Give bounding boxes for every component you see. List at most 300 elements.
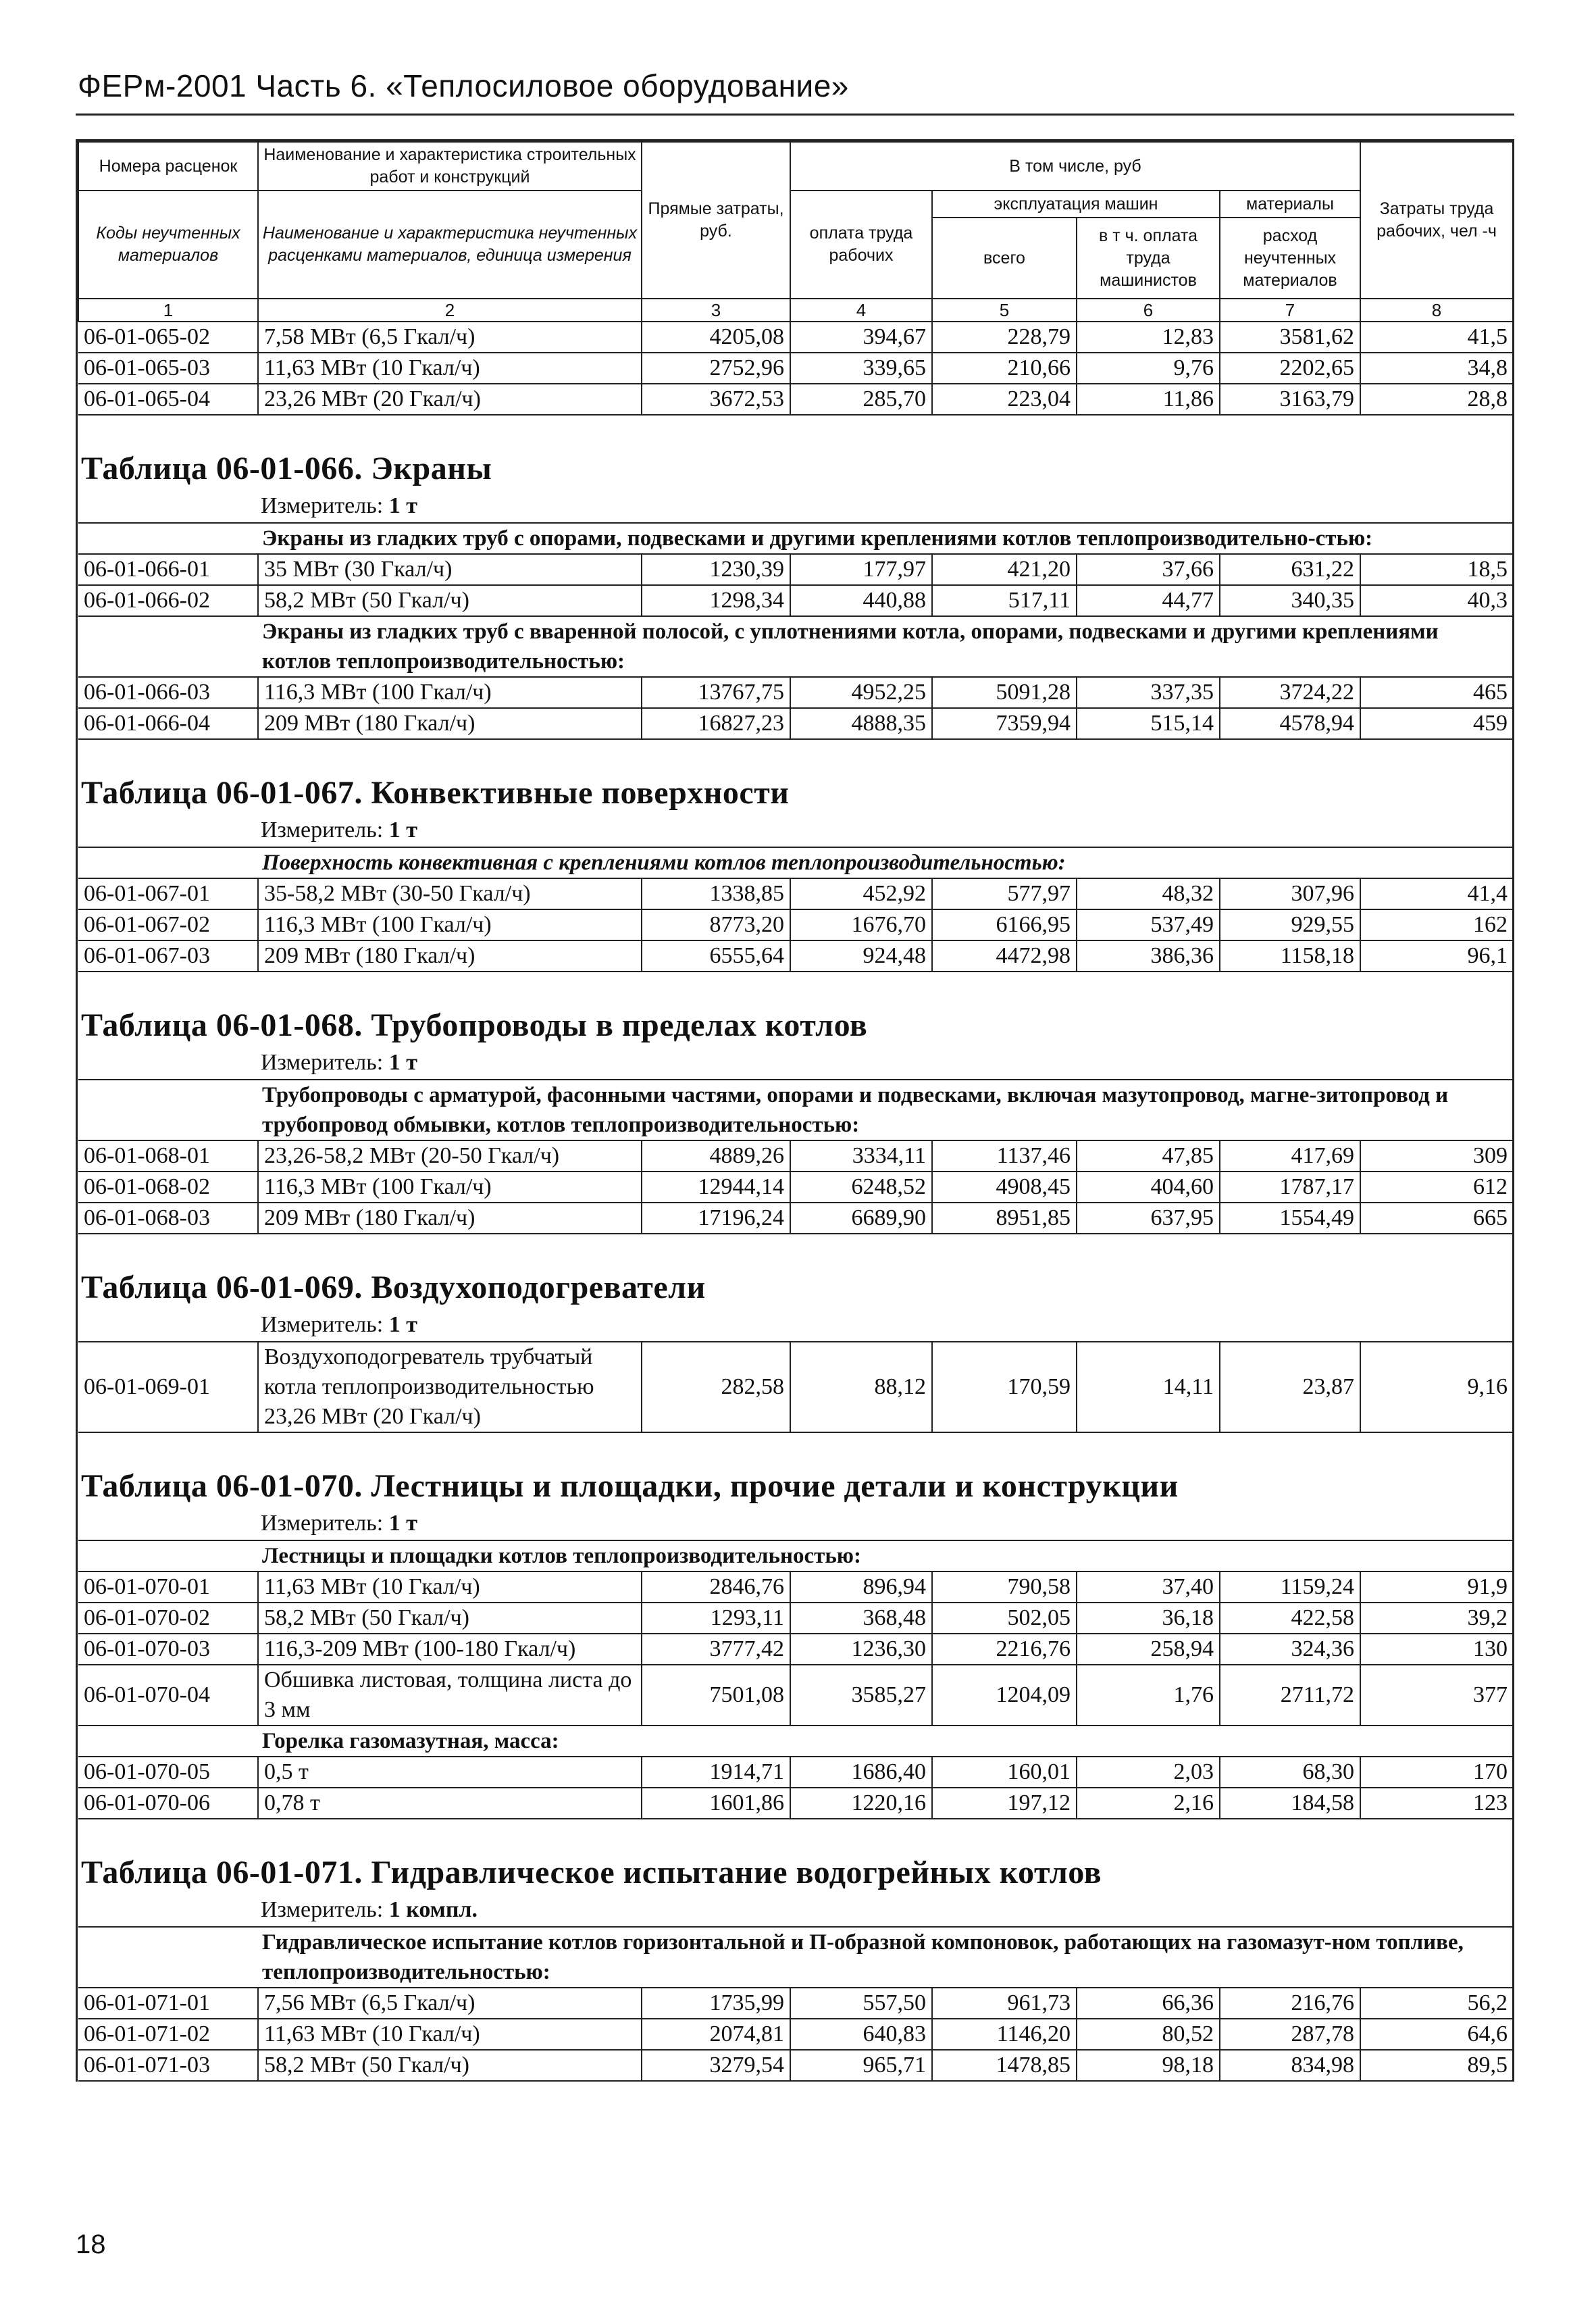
rate-value: 4578,94 xyxy=(1220,708,1360,739)
rate-code: 06-01-068-03 xyxy=(78,1203,258,1234)
section-indent xyxy=(78,847,258,878)
rate-value: 394,67 xyxy=(790,322,932,353)
rate-value: 3777,42 xyxy=(642,1634,790,1665)
rate-value: 1478,85 xyxy=(932,2050,1077,2081)
section-row xyxy=(78,847,1513,878)
rate-value: 16827,23 xyxy=(642,708,790,739)
rate-name: 116,3-209 МВт (100-180 Гкал/ч) xyxy=(258,1634,642,1665)
rate-value: 1159,24 xyxy=(1220,1571,1360,1603)
rate-value: 1,76 xyxy=(1077,1665,1220,1726)
rate-value: 1338,85 xyxy=(642,878,790,909)
rate-value: 631,22 xyxy=(1220,554,1360,585)
table-spacer xyxy=(78,739,1513,764)
rate-value: 17196,24 xyxy=(642,1203,790,1234)
spacer-cell xyxy=(78,972,1513,997)
section-row xyxy=(78,616,1513,677)
spacer-cell xyxy=(78,1234,1513,1259)
rate-code: 06-01-070-04 xyxy=(78,1665,258,1726)
section-heading: Экраны из гладких труб с вваренной полосой, с уплотнениями котла, опорами, подвесками и другими креплениями котлов теплопроизводительностью: xyxy=(258,616,1513,677)
rate-code: 06-01-067-01 xyxy=(78,878,258,909)
rate-value: 96,1 xyxy=(1360,940,1513,972)
unit-label: Измеритель: xyxy=(261,1050,384,1075)
rate-name: 35-58,2 МВт (30-50 Гкал/ч) xyxy=(258,878,642,909)
section-heading: Экраны из гладких труб с опорами, подвесками и другими креплениями котлов теплопроизводительно-стью: xyxy=(258,523,1513,554)
rate-value: 8951,85 xyxy=(932,1203,1077,1234)
rate-name: 116,3 МВт (100 Гкал/ч) xyxy=(258,677,642,708)
rate-name: 11,63 МВт (10 Гкал/ч) xyxy=(258,1571,642,1603)
rate-name: 0,5 т xyxy=(258,1757,642,1788)
rate-value: 37,66 xyxy=(1077,554,1220,585)
rate-value: 12944,14 xyxy=(642,1172,790,1203)
rate-code: 06-01-071-02 xyxy=(78,2019,258,2050)
rate-value: 2216,76 xyxy=(932,1634,1077,1665)
rate-value: 340,35 xyxy=(1220,585,1360,616)
header-materials: материалы xyxy=(1220,191,1360,218)
table-title: Таблица 06-01-066. Экраны xyxy=(81,451,492,486)
section-indent xyxy=(78,523,258,554)
rates-table xyxy=(78,141,1514,2082)
table-row xyxy=(78,1203,1513,1234)
table-title-row xyxy=(78,1844,1513,1891)
rate-value: 2,03 xyxy=(1077,1757,1220,1788)
rate-value: 287,78 xyxy=(1220,2019,1360,2050)
rate-value: 98,18 xyxy=(1077,2050,1220,2081)
rate-value: 23,87 xyxy=(1220,1342,1360,1432)
running-header: ФЕРм-2001 Часть 6. «Теплосиловое оборудование» xyxy=(78,68,849,103)
rate-code: 06-01-067-02 xyxy=(78,909,258,940)
rate-value: 6689,90 xyxy=(790,1203,932,1234)
rate-name: Воздухоподогреватель трубчатый котла теплопроизводительностью 23,26 МВт (20 Гкал/ч) xyxy=(258,1342,642,1432)
table-title-row xyxy=(78,1259,1513,1306)
rate-value: 89,5 xyxy=(1360,2050,1513,2081)
unit-value: 1 т xyxy=(388,1312,417,1337)
rate-value: 48,32 xyxy=(1077,878,1220,909)
table-row xyxy=(78,2019,1513,2050)
rate-value: 6166,95 xyxy=(932,909,1077,940)
rate-value: 517,11 xyxy=(932,585,1077,616)
header-codes-top: Номера расценок xyxy=(78,142,258,191)
unit-value: 1 т xyxy=(388,1050,417,1075)
rate-value: 1137,46 xyxy=(932,1140,1077,1172)
rate-value: 965,71 xyxy=(790,2050,932,2081)
rate-value: 637,95 xyxy=(1077,1203,1220,1234)
rate-value: 515,14 xyxy=(1077,708,1220,739)
rate-value: 452,92 xyxy=(790,878,932,909)
rate-code: 06-01-066-02 xyxy=(78,585,258,616)
rate-code: 06-01-070-02 xyxy=(78,1603,258,1634)
rate-value: 1236,30 xyxy=(790,1634,932,1665)
unit-indent xyxy=(78,1306,258,1342)
unit-cell xyxy=(258,811,1513,847)
rate-value: 961,73 xyxy=(932,1988,1077,2019)
table-row xyxy=(78,322,1513,353)
rate-value: 197,12 xyxy=(932,1788,1077,1819)
unit-value: 1 т xyxy=(388,493,417,518)
rate-value: 68,30 xyxy=(1220,1757,1360,1788)
header-labor-cost: Затраты труда рабочих, чел -ч xyxy=(1360,142,1513,299)
rate-value: 1204,09 xyxy=(932,1665,1077,1726)
rate-value: 4888,35 xyxy=(790,708,932,739)
rate-value: 1554,49 xyxy=(1220,1203,1360,1234)
table-title-row xyxy=(78,440,1513,487)
header-name-top: Наименование и характеристика строительных работ и конструкций xyxy=(258,142,642,191)
rate-value: 6555,64 xyxy=(642,940,790,972)
rate-value: 91,9 xyxy=(1360,1571,1513,1603)
rate-code: 06-01-069-01 xyxy=(78,1342,258,1432)
rate-code: 06-01-066-04 xyxy=(78,708,258,739)
rate-value: 368,48 xyxy=(790,1603,932,1634)
rate-value: 88,12 xyxy=(790,1342,932,1432)
rate-value: 1158,18 xyxy=(1220,940,1360,972)
unit-indent xyxy=(78,1044,258,1080)
unit-row xyxy=(78,1044,1513,1080)
table-spacer xyxy=(78,415,1513,440)
column-number: 5 xyxy=(932,299,1077,322)
rate-value: 1293,11 xyxy=(642,1603,790,1634)
rate-name: 209 МВт (180 Гкал/ч) xyxy=(258,708,642,739)
header-machinist-pay: в т ч. оплата труда машинистов xyxy=(1077,218,1220,299)
section-row xyxy=(78,1080,1513,1140)
rate-value: 577,97 xyxy=(932,878,1077,909)
rate-value: 3585,27 xyxy=(790,1665,932,1726)
rate-name: 116,3 МВт (100 Гкал/ч) xyxy=(258,909,642,940)
rate-value: 6248,52 xyxy=(790,1172,932,1203)
rate-value: 3672,53 xyxy=(642,384,790,415)
rate-name: 209 МВт (180 Гкал/ч) xyxy=(258,1203,642,1234)
unit-label: Измеритель: xyxy=(261,1897,384,1922)
rate-value: 282,58 xyxy=(642,1342,790,1432)
section-indent xyxy=(78,1927,258,1988)
rate-code: 06-01-070-01 xyxy=(78,1571,258,1603)
rate-value: 557,50 xyxy=(790,1988,932,2019)
table-row xyxy=(78,554,1513,585)
section-row xyxy=(78,1726,1513,1757)
rate-value: 307,96 xyxy=(1220,878,1360,909)
table-row xyxy=(78,708,1513,739)
unit-indent xyxy=(78,811,258,847)
rate-value: 1220,16 xyxy=(790,1788,932,1819)
rate-value: 210,66 xyxy=(932,353,1077,384)
rate-value: 417,69 xyxy=(1220,1140,1360,1172)
header-machines: эксплуатация машин xyxy=(932,191,1220,218)
table-title-row xyxy=(78,997,1513,1044)
rate-value: 1787,17 xyxy=(1220,1172,1360,1203)
rate-value: 440,88 xyxy=(790,585,932,616)
rate-value: 184,58 xyxy=(1220,1788,1360,1819)
unit-cell xyxy=(258,1891,1513,1927)
rate-value: 66,36 xyxy=(1077,1988,1220,2019)
rate-value: 28,8 xyxy=(1360,384,1513,415)
unit-cell xyxy=(258,1505,1513,1540)
unit-indent xyxy=(78,487,258,523)
column-number: 7 xyxy=(1220,299,1360,322)
table-row xyxy=(78,1571,1513,1603)
rate-value: 929,55 xyxy=(1220,909,1360,940)
header-labor-pay: оплата труда рабочих xyxy=(790,191,932,299)
rate-value: 339,65 xyxy=(790,353,932,384)
column-number: 2 xyxy=(258,299,642,322)
rate-value: 1735,99 xyxy=(642,1988,790,2019)
rate-value: 2202,65 xyxy=(1220,353,1360,384)
rate-value: 422,58 xyxy=(1220,1603,1360,1634)
unit-cell xyxy=(258,487,1513,523)
section-indent xyxy=(78,1540,258,1571)
rate-value: 7501,08 xyxy=(642,1665,790,1726)
rate-value: 3279,54 xyxy=(642,2050,790,2081)
rate-value: 377 xyxy=(1360,1665,1513,1726)
unit-value: 1 т xyxy=(388,818,417,842)
table-title: Таблица 06-01-069. Воздухоподогреватели xyxy=(81,1269,706,1305)
table-row xyxy=(78,1988,1513,2019)
rate-name: 7,58 МВт (6,5 Гкал/ч) xyxy=(258,322,642,353)
table-row xyxy=(78,353,1513,384)
rate-value: 2846,76 xyxy=(642,1571,790,1603)
rate-value: 386,36 xyxy=(1077,940,1220,972)
rate-value: 2,16 xyxy=(1077,1788,1220,1819)
table-spacer xyxy=(78,972,1513,997)
rate-value: 40,3 xyxy=(1360,585,1513,616)
rate-value: 170,59 xyxy=(932,1342,1077,1432)
rate-value: 4952,25 xyxy=(790,677,932,708)
price-table xyxy=(76,139,1514,2082)
rate-value: 8773,20 xyxy=(642,909,790,940)
table-row xyxy=(78,1665,1513,1726)
header-name-bottom: Наименование и характеристика неучтенных расценками материалов, единица измерения xyxy=(258,191,642,299)
section-heading: Горелка газомазутная, масса: xyxy=(258,1726,1513,1757)
column-number: 1 xyxy=(78,299,258,322)
rate-value: 34,8 xyxy=(1360,353,1513,384)
rate-name: 209 МВт (180 Гкал/ч) xyxy=(258,940,642,972)
table-title: Таблица 06-01-070. Лестницы и площадки, прочие детали и конструкции xyxy=(81,1468,1179,1504)
unit-indent xyxy=(78,1505,258,1540)
rate-name: 11,63 МВт (10 Гкал/ч) xyxy=(258,353,642,384)
spacer-cell xyxy=(78,1432,1513,1457)
rate-value: 4472,98 xyxy=(932,940,1077,972)
spacer-cell xyxy=(78,415,1513,440)
unit-label: Измеритель: xyxy=(261,493,384,518)
rate-code: 06-01-065-02 xyxy=(78,322,258,353)
unit-row xyxy=(78,1306,1513,1342)
rate-value: 258,94 xyxy=(1077,1634,1220,1665)
column-number: 6 xyxy=(1077,299,1220,322)
rate-value: 216,76 xyxy=(1220,1988,1360,2019)
table-row xyxy=(78,940,1513,972)
rate-value: 4908,45 xyxy=(932,1172,1077,1203)
header-codes-bottom: Коды неучтенных материалов xyxy=(78,191,258,299)
table-row xyxy=(78,677,1513,708)
table-title-row xyxy=(78,1457,1513,1505)
rate-name: Обшивка листовая, толщина листа до 3 мм xyxy=(258,1665,642,1726)
rate-value: 9,76 xyxy=(1077,353,1220,384)
rate-value: 1230,39 xyxy=(642,554,790,585)
unit-value: 1 компл. xyxy=(388,1897,478,1922)
rate-code: 06-01-066-01 xyxy=(78,554,258,585)
rate-name: 23,26 МВт (20 Гкал/ч) xyxy=(258,384,642,415)
rate-value: 3724,22 xyxy=(1220,677,1360,708)
unit-label: Измеритель: xyxy=(261,1511,384,1536)
rate-value: 223,04 xyxy=(932,384,1077,415)
rate-value: 404,60 xyxy=(1077,1172,1220,1203)
rate-value: 13767,75 xyxy=(642,677,790,708)
unit-label: Измеритель: xyxy=(261,1312,384,1337)
rate-value: 41,5 xyxy=(1360,322,1513,353)
unit-row xyxy=(78,811,1513,847)
section-heading: Поверхность конвективная с креплениями котлов теплопроизводительностью: xyxy=(258,847,1513,878)
rate-code: 06-01-068-02 xyxy=(78,1172,258,1203)
rate-value: 130 xyxy=(1360,1634,1513,1665)
rate-name: 35 МВт (30 Гкал/ч) xyxy=(258,554,642,585)
column-number: 8 xyxy=(1360,299,1513,322)
unit-indent xyxy=(78,1891,258,1927)
rate-code: 06-01-070-05 xyxy=(78,1757,258,1788)
rate-value: 123 xyxy=(1360,1788,1513,1819)
rate-value: 896,94 xyxy=(790,1571,932,1603)
rate-value: 7359,94 xyxy=(932,708,1077,739)
rate-value: 4889,26 xyxy=(642,1140,790,1172)
rate-value: 1146,20 xyxy=(932,2019,1077,2050)
rate-code: 06-01-066-03 xyxy=(78,677,258,708)
rate-code: 06-01-071-03 xyxy=(78,2050,258,2081)
table-row xyxy=(78,878,1513,909)
table-row xyxy=(78,1172,1513,1203)
rate-code: 06-01-067-03 xyxy=(78,940,258,972)
table-row xyxy=(78,1788,1513,1819)
rate-value: 1676,70 xyxy=(790,909,932,940)
rate-value: 56,2 xyxy=(1360,1988,1513,2019)
rate-value: 2711,72 xyxy=(1220,1665,1360,1726)
column-number: 3 xyxy=(642,299,790,322)
rate-value: 3334,11 xyxy=(790,1140,932,1172)
section-row xyxy=(78,1927,1513,1988)
table-title: Таблица 06-01-071. Гидравлическое испытание водогрейных котлов xyxy=(81,1855,1102,1890)
rate-value: 465 xyxy=(1360,677,1513,708)
unit-row xyxy=(78,487,1513,523)
rate-value: 11,86 xyxy=(1077,384,1220,415)
rate-value: 459 xyxy=(1360,708,1513,739)
rate-value: 9,16 xyxy=(1360,1342,1513,1432)
rate-value: 12,83 xyxy=(1077,322,1220,353)
header-total: всего xyxy=(932,218,1077,299)
rate-value: 309 xyxy=(1360,1140,1513,1172)
table-row xyxy=(78,1342,1513,1432)
section-indent xyxy=(78,1080,258,1140)
rate-value: 640,83 xyxy=(790,2019,932,2050)
header-including: В том числе, руб xyxy=(790,142,1360,191)
table-row xyxy=(78,1140,1513,1172)
rate-value: 228,79 xyxy=(932,322,1077,353)
table-row xyxy=(78,1757,1513,1788)
rate-value: 790,58 xyxy=(932,1571,1077,1603)
rate-code: 06-01-065-04 xyxy=(78,384,258,415)
rate-value: 337,35 xyxy=(1077,677,1220,708)
rate-value: 14,11 xyxy=(1077,1342,1220,1432)
table-row xyxy=(78,2050,1513,2081)
rate-value: 4205,08 xyxy=(642,322,790,353)
rate-name: 0,78 т xyxy=(258,1788,642,1819)
rate-value: 1298,34 xyxy=(642,585,790,616)
rate-value: 80,52 xyxy=(1077,2019,1220,2050)
rate-value: 39,2 xyxy=(1360,1603,1513,1634)
table-title: Таблица 06-01-067. Конвективные поверхности xyxy=(81,775,790,811)
rate-value: 612 xyxy=(1360,1172,1513,1203)
table-spacer xyxy=(78,1432,1513,1457)
rate-value: 162 xyxy=(1360,909,1513,940)
section-heading: Трубопроводы с арматурой, фасонными частями, опорами и подвесками, включая мазутопровод, магне-зитопровод и трубопровод обмывки, котлов теплопроизводительностью: xyxy=(258,1080,1513,1140)
header-direct-costs: Прямые затраты, руб. xyxy=(642,142,790,299)
rate-value: 3581,62 xyxy=(1220,322,1360,353)
rate-name: 23,26-58,2 МВт (20-50 Гкал/ч) xyxy=(258,1140,642,1172)
unit-cell xyxy=(258,1044,1513,1080)
rate-code: 06-01-070-03 xyxy=(78,1634,258,1665)
rate-value: 834,98 xyxy=(1220,2050,1360,2081)
section-heading: Гидравлическое испытание котлов горизонтальной и П-образной компоновок, работающих на газомазут-ном топливе, теплопроизводительностью: xyxy=(258,1927,1513,1988)
rate-value: 36,18 xyxy=(1077,1603,1220,1634)
rate-value: 37,40 xyxy=(1077,1571,1220,1603)
unit-cell xyxy=(258,1306,1513,1342)
spacer-cell xyxy=(78,1819,1513,1844)
column-number: 4 xyxy=(790,299,932,322)
rate-value: 170 xyxy=(1360,1757,1513,1788)
rate-name: 11,63 МВт (10 Гкал/ч) xyxy=(258,2019,642,2050)
header-unaccounted: расход неучтенных материалов xyxy=(1220,218,1360,299)
table-row xyxy=(78,909,1513,940)
table-row xyxy=(78,384,1513,415)
table-spacer xyxy=(78,1819,1513,1844)
table-title: Таблица 06-01-068. Трубопроводы в пределах котлов xyxy=(81,1007,868,1043)
section-row xyxy=(78,523,1513,554)
spacer-cell xyxy=(78,739,1513,764)
rate-value: 924,48 xyxy=(790,940,932,972)
rate-value: 3163,79 xyxy=(1220,384,1360,415)
table-row xyxy=(78,1603,1513,1634)
unit-label: Измеритель: xyxy=(261,818,384,842)
section-row xyxy=(78,1540,1513,1571)
rate-value: 324,36 xyxy=(1220,1634,1360,1665)
table-row xyxy=(78,1634,1513,1665)
table-title-row xyxy=(78,764,1513,811)
rate-value: 1601,86 xyxy=(642,1788,790,1819)
rate-code: 06-01-065-03 xyxy=(78,353,258,384)
rate-value: 537,49 xyxy=(1077,909,1220,940)
rate-value: 1686,40 xyxy=(790,1757,932,1788)
rate-name: 58,2 МВт (50 Гкал/ч) xyxy=(258,2050,642,2081)
rate-value: 160,01 xyxy=(932,1757,1077,1788)
rate-value: 665 xyxy=(1360,1203,1513,1234)
header-rule xyxy=(76,114,1514,116)
rate-value: 44,77 xyxy=(1077,585,1220,616)
rate-name: 7,56 МВт (6,5 Гкал/ч) xyxy=(258,1988,642,2019)
page-number: 18 xyxy=(76,2230,106,2259)
rate-code: 06-01-068-01 xyxy=(78,1140,258,1172)
rate-name: 58,2 МВт (50 Гкал/ч) xyxy=(258,585,642,616)
rate-code: 06-01-070-06 xyxy=(78,1788,258,1819)
rate-name: 58,2 МВт (50 Гкал/ч) xyxy=(258,1603,642,1634)
section-indent xyxy=(78,616,258,677)
rate-value: 64,6 xyxy=(1360,2019,1513,2050)
rate-name: 116,3 МВт (100 Гкал/ч) xyxy=(258,1172,642,1203)
table-spacer xyxy=(78,1234,1513,1259)
rate-value: 47,85 xyxy=(1077,1140,1220,1172)
rate-value: 177,97 xyxy=(790,554,932,585)
rate-value: 421,20 xyxy=(932,554,1077,585)
rate-value: 1914,71 xyxy=(642,1757,790,1788)
rate-value: 41,4 xyxy=(1360,878,1513,909)
section-heading: Лестницы и площадки котлов теплопроизводительностью: xyxy=(258,1540,1513,1571)
rate-code: 06-01-071-01 xyxy=(78,1988,258,2019)
section-indent xyxy=(78,1726,258,1757)
unit-value: 1 т xyxy=(388,1511,417,1536)
table-row xyxy=(78,585,1513,616)
